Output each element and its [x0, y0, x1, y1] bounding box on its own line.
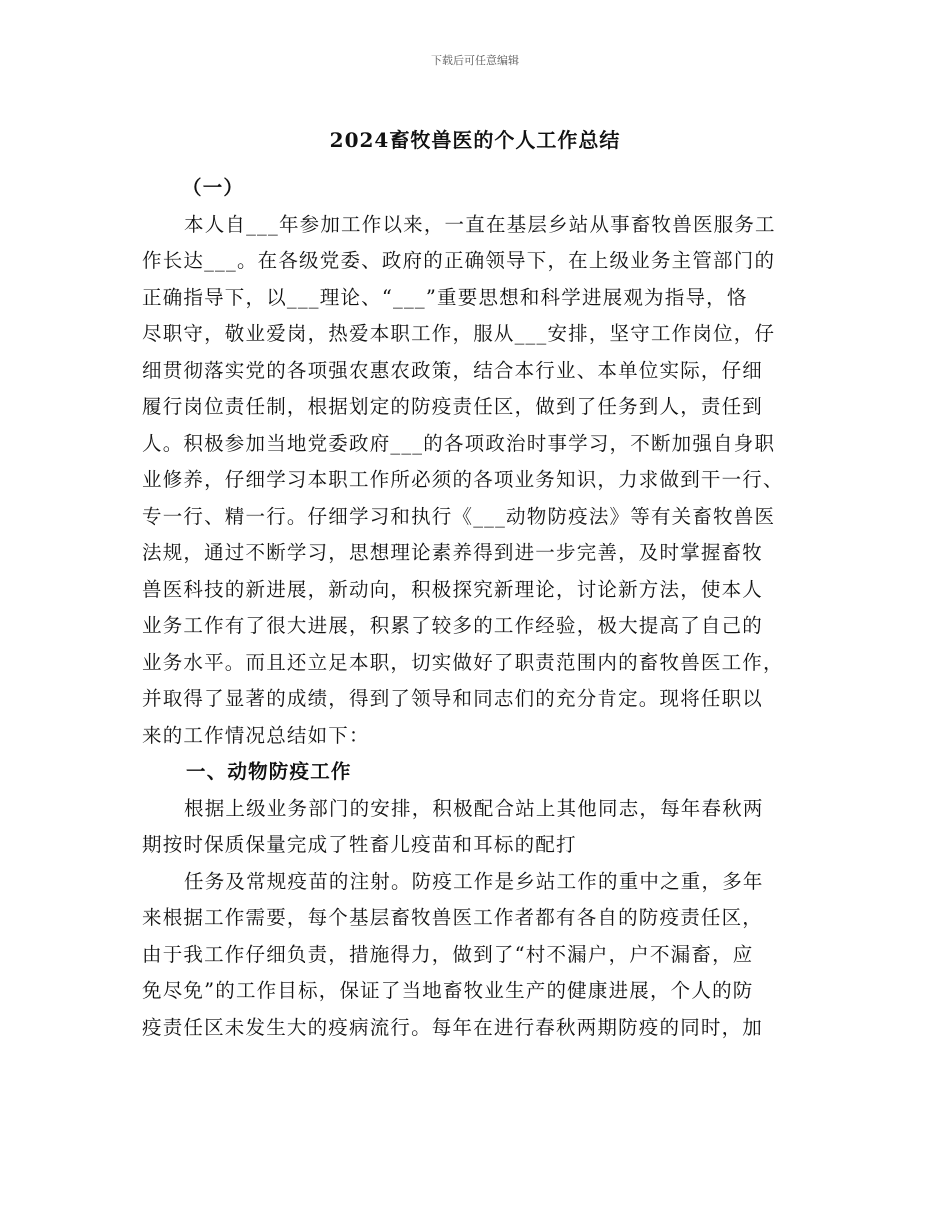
paragraph-line: 根据上级业务部门的安排，积极配合站上其他同志，每年春秋两 [184, 796, 764, 820]
paragraph-line: 业务工作有了很大进展，积累了较多的工作经验，极大提高了自己的 [142, 614, 764, 637]
paragraph-line: 疫责任区未发生大的疫病流行。每年在进行春秋两期防疫的同时，加 [142, 1015, 764, 1039]
paragraph-line: 免尽免”的工作目标，保证了当地畜牧业生产的健康进展，个人的防 [142, 979, 754, 1002]
paragraph-line: 法规，通过不断学习，思想理论素养得到进一步完善，及时掌握畜牧 [142, 541, 764, 564]
document-body [142, 170, 812, 1046]
paragraph-line: 兽医科技的新进展，新动向，积极探究新理论，讨论新方法，使本人 [142, 577, 764, 601]
paragraph-line: 期按时保质保量完成了牲畜儿疫苗和耳标的配打 [142, 833, 577, 856]
paragraph-line: 细贯彻落实党的各项强农惠农政策，结合本行业、本单位实际，仔细 [142, 358, 764, 382]
paragraph-line: 任务及常规疫苗的注射。防疫工作是乡站工作的重中之重，多年 [184, 869, 764, 893]
part-label: （一） [182, 176, 245, 199]
paragraph-line: 专一行、精一行。仔细学习和执行《___动物防疫法》等有关畜牧兽医 [142, 504, 776, 528]
paragraph-line: 作长达___。在各级党委、政府的正确领导下，在上级业务主管部门的 [142, 249, 776, 272]
page-header-note: 下载后可任意编辑 [431, 54, 519, 67]
paragraph-line: 来根据工作需要，每个基层畜牧兽医工作者都有各自的防疫责任区， [142, 906, 764, 929]
paragraph-line: 本人自___年参加工作以来，一直在基层乡站从事畜牧兽医服务工 [184, 212, 776, 236]
paragraph-line: 人。积极参加当地党委政府___的各项政治时事学习，不断加强自身职 [142, 431, 776, 455]
paragraph-line: 业修养，仔细学习本职工作所必须的各项业务知识，力求做到干一行、 [142, 468, 784, 491]
paragraph-line: 履行岗位责任制，根据划定的防疫责任区，做到了任务到人，责任到 [142, 395, 764, 418]
paragraph-line: 并取得了显著的成绩，得到了领导和同志们的充分肯定。现将任职以 [142, 687, 764, 710]
paragraph-line: 由于我工作仔细负责，措施得力，做到了“村不漏户，户不漏畜，应 [142, 942, 754, 966]
document-title: 2024畜牧兽医的个人工作总结 [329, 128, 621, 152]
paragraph-line: 正确指导下，以___理论、“___”重要思想和科学进展观为指导，恪 [142, 285, 748, 309]
paragraph-line: 尽职守，敬业爱岗，热爱本职工作，服从___安排，坚守工作岗位，仔 [142, 322, 776, 345]
section-heading: 一、动物防疫工作 [186, 760, 352, 783]
paragraph-line: 业务水平。而且还立足本职，切实做好了职责范围内的畜牧兽医工作， [142, 650, 784, 674]
paragraph-line: 来的工作情况总结如下： [142, 723, 370, 747]
